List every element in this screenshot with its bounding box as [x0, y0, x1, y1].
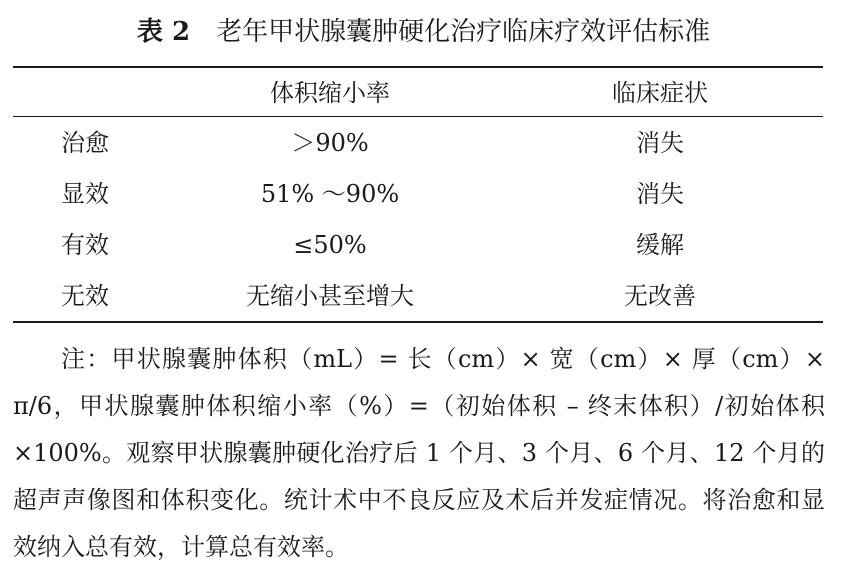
table-caption: [0, 10, 847, 54]
row-ineffective-symptoms: 无改善: [624, 282, 696, 310]
header-cell-volume-reduction: 体积缩小率: [270, 79, 390, 107]
row-marked-label: 显效: [61, 180, 109, 208]
row-ineffective-volume: 无缩小甚至增大: [246, 282, 414, 310]
header-cell-clinical-symptoms: 临床症状: [612, 79, 708, 107]
table-title: 老年甲状腺囊肿硬化治疗临床疗效评估标准: [216, 17, 711, 47]
row-ineffective-label: 无效: [61, 282, 109, 310]
table-bottom-rule: [13, 321, 823, 323]
table-header-rule: [13, 116, 823, 117]
row-cure-symptoms: 消失: [636, 129, 684, 157]
table-note: 注：甲状腺囊肿体积（mL）= 长（cm）× 宽（cm）× 厚（cm）× π/6，甲状腺囊肿体积缩小率（%）=（初始体积 – 终末体积）/初始体积 ×100%。观察甲状腺囊肿硬化治疗后 1 个月、3 个月、6 个月、12 个月的超声声像图和体积变化。统计术中不良反应及术后并发症情况。将治愈和显效纳入总有效，计算总有效率。: [13, 345, 825, 561]
row-effective-volume: ≤50%: [293, 231, 367, 259]
table-top-rule: [13, 66, 823, 68]
row-effective-label: 有效: [61, 231, 109, 259]
row-marked-volume: 51% ～90%: [260, 180, 400, 208]
row-effective-symptoms: 缓解: [636, 231, 684, 259]
table-number: 表 2: [136, 17, 191, 47]
row-marked-symptoms: 消失: [636, 180, 684, 208]
row-cure-volume: ＞90%: [291, 129, 369, 157]
row-cure-label: 治愈: [61, 129, 109, 157]
